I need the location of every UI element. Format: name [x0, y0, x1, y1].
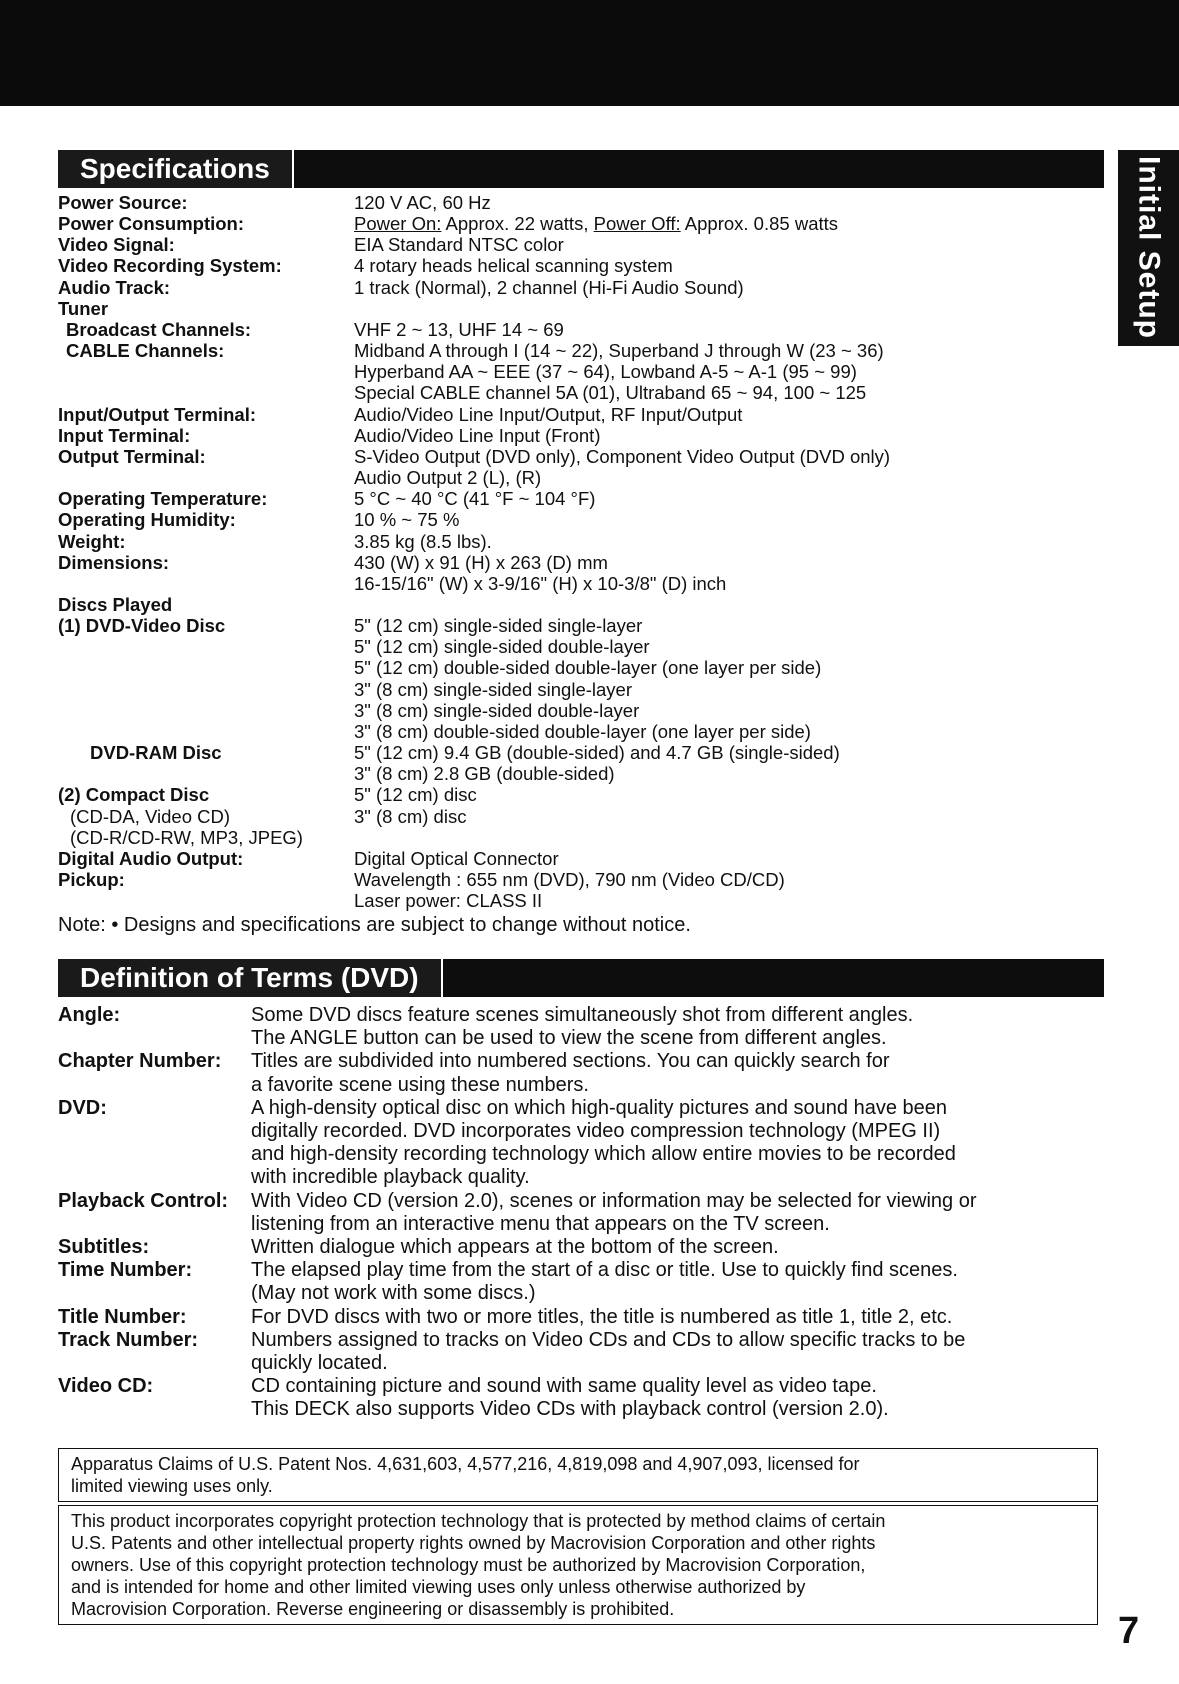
spec-value-line: 3" (8 cm) 2.8 GB (double-sided) [354, 763, 615, 785]
term-definition-line: listening from an interactive menu that appears on the TV screen. [251, 1212, 830, 1235]
term-label: DVD: [58, 1096, 107, 1119]
term-row [58, 1329, 1108, 1375]
spec-value [354, 213, 1104, 234]
spec-value-line: 5" (12 cm) 9.4 GB (double-sided) and 4.7 GB (single-sided) [354, 742, 840, 764]
spec-value [354, 552, 1104, 594]
term-definition [251, 1329, 1108, 1375]
notice-line: owners. Use of this copyright protection technology must be authorized by Macrovision Corporation, [71, 1555, 866, 1575]
spec-label: (2) Compact Disc [58, 784, 210, 806]
spec-value [354, 509, 1104, 530]
spec-label: Input Terminal: [58, 424, 191, 446]
definition-terms-title: Definition of Terms (DVD) [58, 959, 443, 997]
spec-value [354, 404, 1104, 425]
term-definition-line: and high-density recording technology which allow entire movies to be recorded [251, 1143, 956, 1166]
spec-row [58, 277, 1104, 298]
spec-value [354, 827, 1104, 848]
spec-label: Power Source: [58, 192, 188, 213]
spec-value [354, 488, 1104, 509]
spec-value-line: 3" (8 cm) double-sided double-layer (one layer per side) [354, 720, 811, 742]
spec-row [58, 531, 1104, 552]
spec-value [354, 298, 1104, 319]
spec-row [58, 488, 1104, 509]
spec-value-line: 120 V AC, 60 Hz [354, 192, 491, 213]
term-definition-line: (May not work with some discs.) [251, 1282, 536, 1305]
spec-row [58, 255, 1104, 276]
notice-line: Macrovision Corporation. Reverse engineering or disassembly is prohibited. [71, 1599, 675, 1619]
spec-value [354, 784, 1104, 805]
spec-value-line: Hyperband AA ~ EEE (37 ~ 64), Lowband A-5 ~ A-1 (95 ~ 99) [354, 361, 857, 383]
term-label: Video CD: [58, 1375, 154, 1398]
term-label: Angle: [58, 1004, 121, 1026]
term-definition-line: A high-density optical disc on which high-quality pictures and sound have been [251, 1096, 947, 1119]
term-label: Title Number: [58, 1305, 187, 1328]
spec-value [354, 425, 1104, 446]
spec-label: Tuner [58, 297, 109, 319]
spec-value [354, 446, 1104, 488]
spec-row [58, 192, 1104, 213]
spec-label: Input/Output Terminal: [58, 403, 256, 425]
term-row [58, 1097, 1108, 1190]
term-row [58, 1004, 1108, 1050]
power-off-label: Power Off: [593, 213, 681, 235]
spec-value-line: 3" (8 cm) single-sided single-layer [354, 678, 633, 700]
term-definition [251, 1236, 1108, 1259]
spec-label: Power Consumption: [58, 213, 245, 235]
spec-value [354, 531, 1104, 552]
term-label: Time Number: [58, 1259, 193, 1282]
copyright-notice-box [58, 1505, 1098, 1625]
term-row [58, 1306, 1108, 1329]
spec-label: Video Signal: [58, 234, 175, 256]
term-definition-line: quickly located. [251, 1352, 388, 1375]
spec-value-line: 5" (12 cm) disc [354, 784, 477, 806]
spec-row [58, 446, 1104, 488]
spec-label: DVD-RAM Disc [90, 742, 222, 764]
term-definition [251, 1190, 1108, 1236]
term-label: Chapter Number: [58, 1050, 222, 1073]
spec-value [354, 615, 1104, 742]
term-row [58, 1236, 1108, 1259]
definition-terms-list [58, 1004, 1108, 1422]
term-definition-line: Some DVD discs feature scenes simultaneously shot from different angles. [251, 1004, 914, 1026]
spec-label: Operating Humidity: [58, 509, 236, 531]
top-black-bar [0, 0, 1179, 106]
spec-value [354, 192, 1104, 213]
spec-row [58, 213, 1104, 234]
spec-row [58, 806, 1104, 827]
spec-value-line: Wavelength : 655 nm (DVD), 790 nm (Video CD/CD) [354, 869, 785, 890]
spec-value-line: 1 track (Normal), 2 channel (Hi-Fi Audio Sound) [354, 276, 744, 298]
spec-value-line: 5" (12 cm) single-sided double-layer [354, 636, 650, 658]
spec-row [58, 425, 1104, 446]
spec-value [354, 255, 1104, 276]
spec-value [354, 594, 1104, 615]
term-definition-line: a favorite scene using these numbers. [251, 1073, 589, 1096]
term-definition [251, 1306, 1108, 1329]
spec-value-line: Midband A through I (14 ~ 22), Superband J through W (23 ~ 36) [354, 340, 884, 362]
spec-label: (1) DVD-Video Disc [58, 615, 226, 637]
spec-row [58, 827, 1104, 848]
term-row [58, 1190, 1108, 1236]
spec-row [58, 509, 1104, 530]
specifications-note: Note: • Designs and specifications are subject to change without notice. [58, 914, 691, 936]
spec-value [354, 277, 1104, 298]
spec-value-line: VHF 2 ~ 13, UHF 14 ~ 69 [354, 318, 564, 340]
spec-label: CABLE Channels: [66, 340, 225, 362]
spec-row [58, 615, 1104, 742]
power-on-label: Power On: [354, 213, 442, 235]
spec-row [58, 594, 1104, 615]
notice-line: and is intended for home and other limited viewing uses only unless otherwise authorized by [71, 1577, 806, 1597]
spec-label: Operating Temperature: [58, 488, 268, 510]
term-definition [251, 1375, 1108, 1421]
spec-label: Digital Audio Output: [58, 847, 244, 869]
spec-row [58, 340, 1104, 403]
term-definition-line: Titles are subdivided into numbered sections. You can quickly search for [251, 1050, 890, 1073]
notice-line: limited viewing uses only. [71, 1476, 273, 1496]
spec-value-line: 430 (W) x 91 (H) x 263 (D) mm [354, 551, 608, 573]
spec-label: Discs Played [58, 593, 173, 615]
notice-line: Apparatus Claims of U.S. Patent Nos. 4,631,603, 4,577,216, 4,819,098 and 4,907,093, licensed for [71, 1454, 860, 1474]
term-row [58, 1050, 1108, 1096]
spec-row [58, 298, 1104, 319]
term-label: Subtitles: [58, 1236, 150, 1259]
definition-terms-header [58, 959, 1104, 997]
spec-value-line: Audio/Video Line Input (Front) [354, 424, 601, 446]
term-definition-line: digitally recorded. DVD incorporates video compression technology (MPEG II) [251, 1120, 941, 1143]
power-off-text: Approx. 0.85 watts [680, 213, 839, 235]
term-definition [251, 1097, 1108, 1190]
spec-label: Dimensions: [58, 551, 170, 573]
spec-value-line: Laser power: CLASS II [354, 890, 543, 912]
spec-value [354, 340, 1104, 403]
spec-value-line: 5" (12 cm) double-sided double-layer (one layer per side) [354, 657, 822, 679]
spec-value-line: 3" (8 cm) single-sided double-layer [354, 699, 640, 721]
term-definition [251, 1004, 1108, 1050]
page-number: 7 [1118, 1610, 1140, 1652]
spec-value [354, 869, 1104, 911]
spec-value-line: 16-15/16" (W) x 3-9/16" (H) x 10-3/8" (D) inch [354, 572, 727, 594]
spec-value [354, 806, 1104, 827]
spec-value-line: 5 °C ~ 40 °C (41 °F ~ 104 °F) [354, 488, 596, 510]
term-definition-line: The elapsed play time from the start of a disc or title. Use to quickly find scenes. [251, 1259, 958, 1282]
spec-row [58, 742, 1104, 784]
spec-row [58, 234, 1104, 255]
term-definition-line: For DVD discs with two or more titles, the title is numbered as title 1, title 2, etc. [251, 1305, 953, 1328]
spec-row [58, 869, 1104, 911]
term-definition-line: Numbers assigned to tracks on Video CDs and CDs to allow specific tracks to be [251, 1328, 966, 1351]
notice-line: This product incorporates copyright protection technology that is protected by method claims of certain [71, 1511, 886, 1531]
spec-value [354, 848, 1104, 869]
spec-label: Video Recording System: [58, 255, 282, 277]
spec-value [354, 234, 1104, 255]
spec-label: Broadcast Channels: [66, 318, 252, 340]
patent-notice-box [58, 1448, 1098, 1502]
spec-value-line: 3" (8 cm) disc [354, 805, 467, 827]
spec-value-line: EIA Standard NTSC color [354, 234, 564, 256]
spec-value-line: Audio/Video Line Input/Output, RF Input/Output [354, 403, 743, 425]
notice-line: U.S. Patents and other intellectual property rights owned by Macrovision Corporation and other rights [71, 1533, 876, 1553]
spec-value-line [354, 213, 1104, 234]
side-tab-label: Initial Setup [1132, 156, 1166, 340]
term-definition-line: With Video CD (version 2.0), scenes or information may be selected for viewing or [251, 1189, 977, 1212]
spec-row [58, 848, 1104, 869]
term-definition [251, 1259, 1108, 1305]
spec-value-line: 4 rotary heads helical scanning system [354, 255, 673, 277]
spec-value-line: 10 % ~ 75 % [354, 509, 460, 531]
spec-label: (CD-DA, Video CD) [70, 805, 231, 827]
spec-value-line: S-Video Output (DVD only), Component Video Output (DVD only) [354, 445, 891, 467]
spec-row [58, 552, 1104, 594]
term-definition-line: This DECK also supports Video CDs with playback control (version 2.0). [251, 1398, 889, 1421]
spec-value-line: Audio Output 2 (L), (R) [354, 467, 542, 489]
term-label: Playback Control: [58, 1189, 229, 1212]
term-definition-line: CD containing picture and sound with same quality level as video tape. [251, 1375, 877, 1398]
specifications-title: Specifications [58, 150, 294, 188]
term-row [58, 1259, 1108, 1305]
term-definition-line: with incredible playback quality. [251, 1166, 530, 1189]
spec-label: Weight: [58, 530, 126, 552]
spec-value-line: Digital Optical Connector [354, 847, 559, 869]
spec-label: (CD-R/CD-RW, MP3, JPEG) [70, 826, 303, 848]
spec-value-line: 3.85 kg (8.5 lbs). [354, 530, 492, 552]
side-tab-initial-setup [1118, 150, 1179, 346]
term-row [58, 1375, 1108, 1421]
spec-row [58, 319, 1104, 340]
power-on-text: Approx. 22 watts, [441, 213, 594, 235]
term-definition [251, 1050, 1108, 1096]
spec-row [58, 404, 1104, 425]
spec-row [58, 784, 1104, 805]
specifications-header [58, 150, 1104, 188]
spec-value-line: Special CABLE channel 5A (01), Ultraband 65 ~ 94, 100 ~ 125 [354, 382, 867, 404]
term-definition-line: Written dialogue which appears at the bottom of the screen. [251, 1236, 779, 1259]
spec-value-line: 5" (12 cm) single-sided single-layer [354, 615, 643, 637]
spec-label: Audio Track: [58, 276, 171, 298]
specifications-list [58, 192, 1104, 911]
spec-value [354, 319, 1104, 340]
spec-label: Output Terminal: [58, 445, 206, 467]
term-label: Track Number: [58, 1328, 199, 1351]
spec-value [354, 742, 1104, 784]
spec-label: Pickup: [58, 869, 125, 890]
term-definition-line: The ANGLE button can be used to view the scene from different angles. [251, 1027, 887, 1050]
